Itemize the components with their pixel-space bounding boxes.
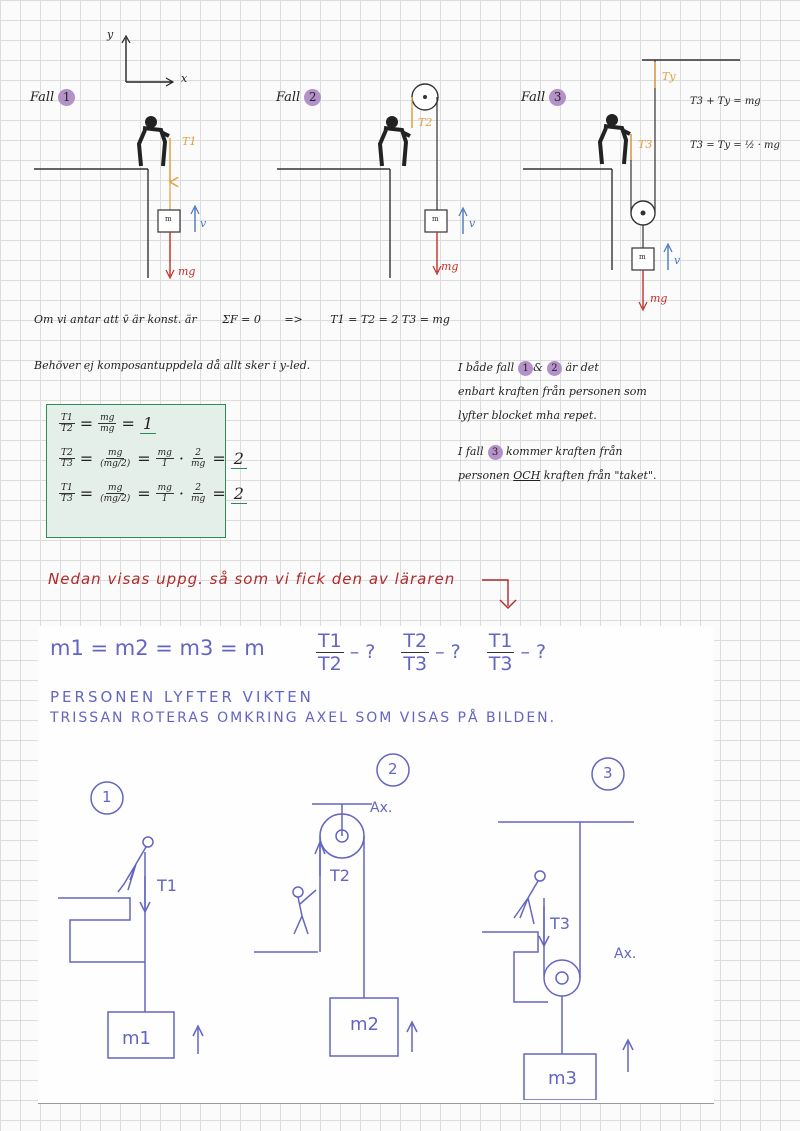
figure-1: [58, 782, 203, 1058]
person-icon: [514, 871, 545, 924]
case-3-badge: 3: [549, 89, 566, 106]
figure-2-axle-label: Ax.: [370, 800, 393, 816]
scan-bottom-border: [38, 1103, 714, 1104]
question-ratios: $\frac{T1}{T2}$ – ? $\frac{T2}{T3}$ – ? $\frac{T1}{T3}$ – ?: [318, 630, 547, 675]
figure-2: [254, 754, 417, 1056]
case-1-label: Fall 1: [30, 89, 75, 106]
figure-3-axle-label: Ax.: [614, 946, 637, 962]
figure-2-mass-label: m2: [350, 1014, 379, 1035]
case-1-diagram: [34, 116, 199, 278]
ratio-row-3: $\frac{T1}{T3}$ = $\frac{mg}{(mg/2)}$ = $\frac{mg}{1}$ · $\frac{2}{mg}$ = 2: [59, 483, 213, 504]
person-icon: [380, 116, 410, 166]
figure-3-mass-label: m3: [548, 1068, 577, 1089]
person-icon: [139, 116, 169, 166]
person-icon: [600, 114, 630, 164]
case-2-mass-label: m: [432, 215, 439, 223]
figure-1-mass-label: m1: [122, 1028, 151, 1049]
case-2-badge: 2: [304, 89, 321, 106]
top-diagrams: [0, 50, 800, 320]
case-2-velocity-label: v: [469, 217, 476, 230]
ratio-box: [46, 404, 244, 538]
person-icon: [293, 887, 316, 934]
ratio-row-2: $\frac{T2}{T3}$ = $\frac{mg}{(mg/2)}$ = $\frac{mg}{1}$ · $\frac{2}{mg}$ = 2: [59, 448, 213, 469]
case-3-velocity-label: v: [674, 254, 681, 267]
case-3-mass-label: m: [639, 253, 646, 261]
case-1-velocity-label: v: [200, 217, 207, 230]
case-1-badge: 1: [58, 89, 75, 106]
case-2-weight-label: mg: [441, 260, 459, 273]
case-3-tension-y-label: Ty: [662, 70, 676, 83]
down-arrow-icon: [480, 572, 530, 614]
side-equation-1: T3 + Ty = mg: [690, 96, 761, 107]
case-3-weight-label: mg: [650, 292, 668, 305]
case-2-tension-label: T2: [418, 116, 433, 129]
case-3-tension-label: T3: [638, 138, 653, 151]
case-1-weight-label: mg: [178, 265, 196, 278]
teacher-intro: Nedan visas uppg. så som vi fick den av läraren: [48, 570, 456, 588]
case-2-diagram: [277, 84, 467, 278]
case-1-tension-label: T1: [182, 135, 197, 148]
case-2-label: Fall 2: [276, 89, 321, 106]
problem-line-2: TRISSAN ROTERAS OMKRING AXEL SOM VISAS PÅ BILDEN.: [50, 710, 557, 726]
explanation-block: I både fall 1 & 2 är det enbart kraften från personen som lyfter blocket mha repet. I fall 3 kommer kraften från personen OCH kraften från "taket".: [458, 361, 657, 482]
axis-y-label: y: [107, 28, 114, 41]
figure-3-tension-label: T3: [550, 914, 570, 933]
problem-line-1: PERSONEN LYFTER VIKTEN: [50, 688, 314, 706]
person-icon: [118, 837, 153, 892]
ratio-row-1: $\frac{T1}{T2}$ = $\frac{mg}{mg}$ = 1: [59, 413, 213, 434]
side-equation-2: T3 = Ty = ½ · mg: [690, 140, 780, 151]
assumption-line: Om vi antar att v̄ är konst. är ΣF = 0 => T1 = T2 = 2 T3 = mg: [34, 313, 450, 326]
figure-2-tension-label: T2: [330, 866, 350, 885]
figure-3-number: 3: [603, 764, 613, 782]
problem-figures: [0, 740, 800, 1100]
component-note: Behöver ej komposantuppdela då allt sker i y-led.: [34, 359, 311, 372]
case-3-label: Fall 3: [521, 89, 566, 106]
figure-1-number: 1: [102, 788, 112, 806]
figure-1-tension-label: T1: [157, 876, 177, 895]
case-1-mass-label: m: [165, 215, 172, 223]
figure-2-number: 2: [388, 760, 398, 778]
axis-x-label: x: [181, 72, 188, 85]
mass-equation: m1 = m2 = m3 = m: [50, 636, 265, 660]
